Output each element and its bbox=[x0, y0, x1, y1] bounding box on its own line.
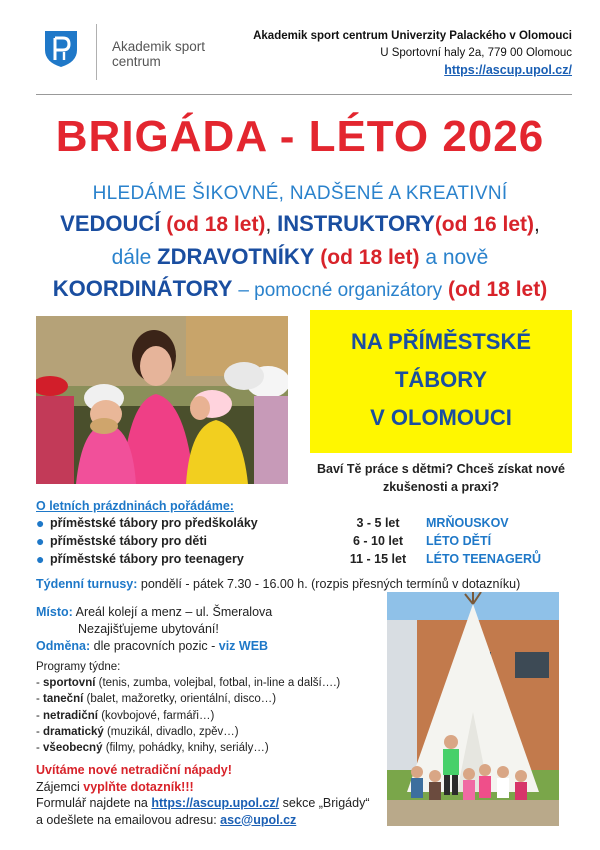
program-item: - netradiční (kovbojové, farmáři…) bbox=[36, 709, 215, 722]
programs-heading: Programy týdne: bbox=[36, 661, 121, 673]
comma: , bbox=[265, 213, 272, 236]
send-pre-text: a odešlete na emailovou adresu: bbox=[36, 812, 217, 827]
header-divider bbox=[36, 94, 572, 95]
intro-line-3 bbox=[0, 244, 600, 270]
text-and-new: a nově bbox=[425, 246, 489, 269]
camp-name: LÉTO TEENAGERŮ bbox=[426, 552, 542, 566]
coordinators-desc: – pomocné organizátory bbox=[238, 280, 443, 301]
camp-row bbox=[36, 552, 576, 570]
bullet-icon: ● bbox=[36, 515, 45, 531]
reward-label: Odměna: bbox=[36, 639, 91, 653]
email-link[interactable]: asc@upol.cz bbox=[220, 812, 297, 827]
banner-line-1: NA PŘÍMĚSTSKÉ bbox=[350, 329, 532, 354]
medics-age: (od 18 let) bbox=[320, 246, 420, 269]
logo-wordmark: Akademik sport centrum bbox=[112, 39, 206, 69]
accommodation-note: Nezajišťujeme ubytování! bbox=[78, 622, 219, 636]
org-address: U Sportovní haly 2a, 779 00 Olomouc bbox=[380, 47, 572, 59]
page-title: BRIGÁDA - LÉTO 2026 bbox=[55, 112, 545, 161]
comma: , bbox=[534, 213, 540, 236]
text-furthermore: dále bbox=[111, 246, 152, 269]
camp-name: LÉTO DĚTÍ bbox=[426, 534, 492, 548]
program-item: - všeobecný (filmy, pohádky, knihy, seriály…) bbox=[36, 742, 269, 755]
interested-text: Zájemci bbox=[36, 779, 80, 794]
camp-label: příměstské tábory pro teenagery bbox=[50, 552, 244, 566]
bullet-icon: ● bbox=[36, 551, 45, 567]
fill-form-text: vyplňte dotazník!!! bbox=[83, 779, 194, 794]
program-item: - taneční (balet, mažoretky, orientální, disco…) bbox=[36, 693, 277, 706]
camp-children-photo bbox=[36, 316, 288, 484]
program-item: - sportovní (tenis, zumba, volejbal, fotbal, in-line a další….) bbox=[36, 677, 341, 690]
university-logo-icon bbox=[44, 30, 78, 68]
programs-list bbox=[36, 659, 340, 756]
camp-age: 11 - 15 let bbox=[349, 552, 407, 566]
header-url-link[interactable]: https://ascup.upol.cz/ bbox=[444, 63, 572, 77]
form-post-text: sekce „Brigády“ bbox=[282, 796, 370, 810]
camp-row bbox=[36, 516, 576, 534]
camp-age: 6 - 10 let bbox=[352, 534, 404, 548]
intro-line-1: HLEDÁME ŠIKOVNÉ, NADŠENÉ A KREATIVNÍ bbox=[92, 183, 508, 204]
org-name: Akademik sport centrum Univerzity Palackého v Olomouci bbox=[253, 30, 572, 42]
camps-banner bbox=[310, 310, 572, 453]
role-leaders: VEDOUCÍ bbox=[60, 211, 161, 236]
camp-age: 3 - 5 let bbox=[356, 516, 400, 530]
form-pre-text: Formulář najdete na bbox=[36, 796, 148, 810]
welcome-ideas: Uvítáme nové netradiční nápady! bbox=[36, 763, 232, 777]
reward-text: dle pracovních pozic - bbox=[93, 639, 216, 653]
weekly-turnus bbox=[36, 577, 520, 591]
camp-label: příměstské tábory pro děti bbox=[50, 534, 207, 548]
teepee-photo bbox=[387, 592, 559, 826]
instructors-age: (od 16 let) bbox=[434, 213, 534, 236]
turnus-text: pondělí - pátek 7.30 - 16.00 h. (rozpis přesných termínů v dotazníku) bbox=[140, 577, 521, 591]
banner-line-3: V OLOMOUCI bbox=[370, 405, 512, 430]
turnus-label: Týdenní turnusy: bbox=[36, 577, 138, 591]
bullet-icon: ● bbox=[36, 533, 45, 549]
organization-address bbox=[253, 28, 572, 79]
banner-line-2: TÁBORY bbox=[394, 367, 488, 392]
role-instructors: INSTRUKTORY bbox=[277, 211, 435, 236]
program-item: - dramatický (muzikál, divadlo, zpěv…) bbox=[36, 725, 239, 738]
camp-row bbox=[36, 534, 576, 552]
footer-contact bbox=[36, 762, 369, 828]
leaders-age: (od 18 let) bbox=[166, 213, 266, 236]
place-text: Areál kolejí a menz – ul. Šmeralova bbox=[75, 605, 273, 619]
coordinators-age: (od 18 let) bbox=[448, 278, 548, 301]
role-coordinators: KOORDINÁTORY bbox=[52, 276, 233, 301]
reward-web-link[interactable]: viz WEB bbox=[218, 639, 269, 653]
form-url-link[interactable]: https://ascup.upol.cz/ bbox=[151, 796, 280, 810]
camp-name: MRŇOUSKOV bbox=[426, 516, 509, 530]
question-text: Baví Tě práce s dětmi? Chceš získat nové zkušenosti a praxi? bbox=[316, 462, 566, 494]
intro-line-2 bbox=[0, 211, 600, 237]
camp-label: příměstské tábory pro předškoláky bbox=[50, 516, 258, 530]
intro-line-4 bbox=[0, 276, 600, 302]
place-label: Místo: bbox=[36, 605, 73, 619]
organize-heading: O letních prázdninách pořádáme: bbox=[36, 499, 234, 513]
role-medics: ZDRAVOTNÍKY bbox=[157, 244, 315, 269]
logo-divider bbox=[96, 24, 97, 80]
place-info bbox=[36, 604, 272, 655]
